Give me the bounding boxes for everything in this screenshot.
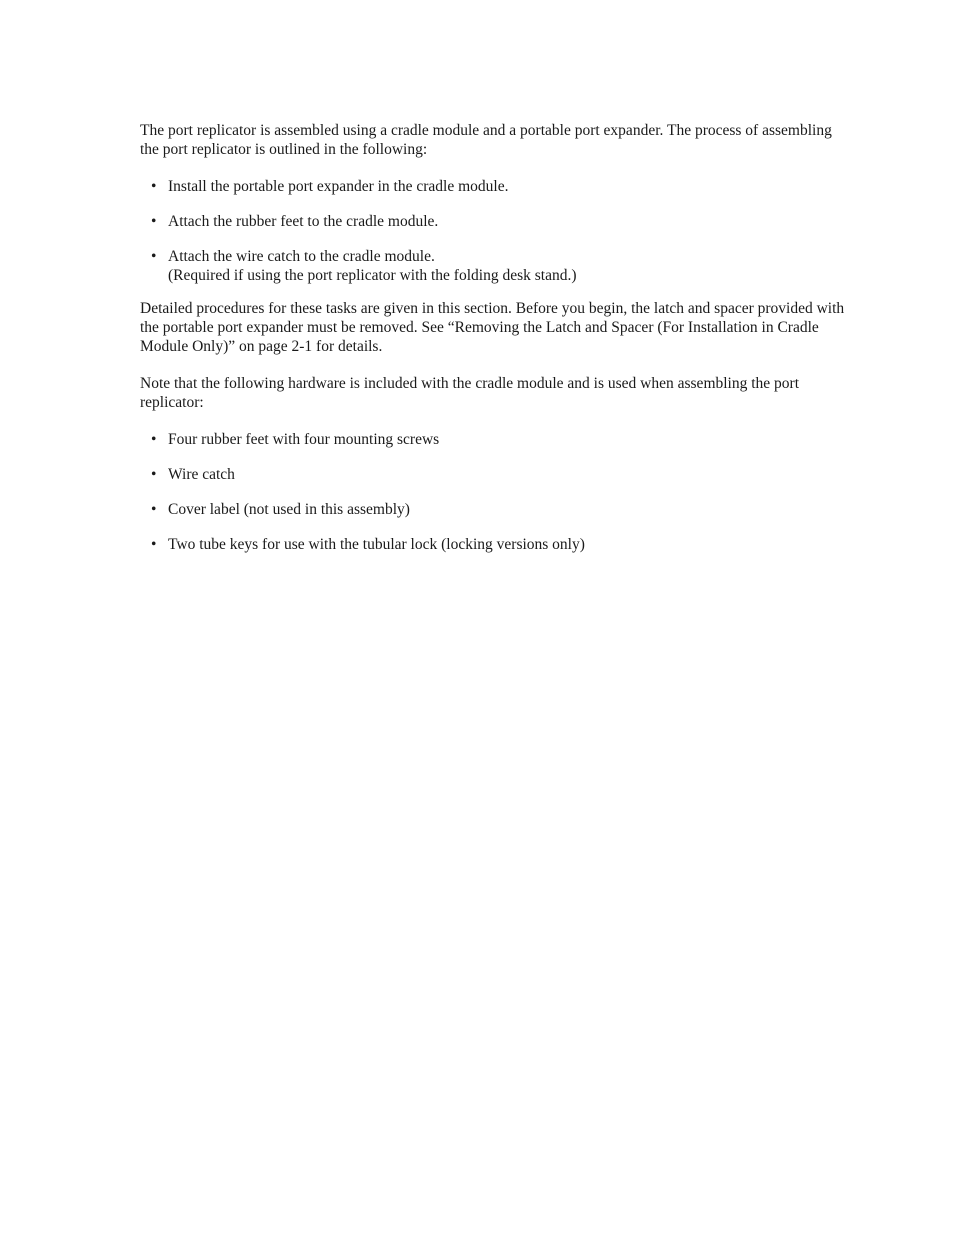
bullet-icon: • (151, 466, 157, 483)
bullet-icon: • (151, 178, 157, 195)
assembly-steps-list (140, 177, 854, 285)
list-item (140, 430, 854, 449)
document-page (140, 121, 854, 568)
bullet-icon: • (151, 431, 157, 448)
hardware-intro-paragraph: Note that the following hardware is included with the cradle module and is used when assembling the port replicator: (140, 375, 800, 411)
hardware-text: Two tube keys for use with the tubular lock (locking versions only) (168, 536, 585, 553)
list-item (140, 212, 854, 231)
list-item (140, 535, 854, 554)
bullet-icon: • (151, 501, 157, 518)
list-item (140, 465, 854, 484)
hardware-text: Cover label (not used in this assembly) (168, 501, 410, 518)
step-text: Install the portable port expander in the cradle module. (168, 178, 509, 195)
bullet-icon: • (151, 536, 157, 553)
bullet-icon: • (151, 213, 157, 230)
bullet-icon: • (151, 248, 157, 265)
step-text: Attach the rubber feet to the cradle module. (168, 213, 439, 230)
hardware-list (140, 430, 854, 554)
step-text: Attach the wire catch to the cradle module. (168, 248, 435, 265)
list-item (140, 177, 854, 196)
step-note: (Required if using the port replicator with the folding desk stand.) (168, 267, 577, 284)
list-item (140, 500, 854, 519)
hardware-text: Wire catch (168, 466, 235, 483)
detail-paragraph: Detailed procedures for these tasks are given in this section. Before you begin, the latch and spacer provided with the portable port expander must be removed. See “Removing the Latch and Spacer (For Installation in Cradle Module Only)” on page 2-1 for details. (140, 300, 845, 355)
intro-paragraph: The port replicator is assembled using a cradle module and a portable port expander. The process of assembling the port replicator is outlined in the following: (140, 122, 832, 158)
list-item (140, 247, 854, 285)
hardware-text: Four rubber feet with four mounting screws (168, 431, 440, 448)
